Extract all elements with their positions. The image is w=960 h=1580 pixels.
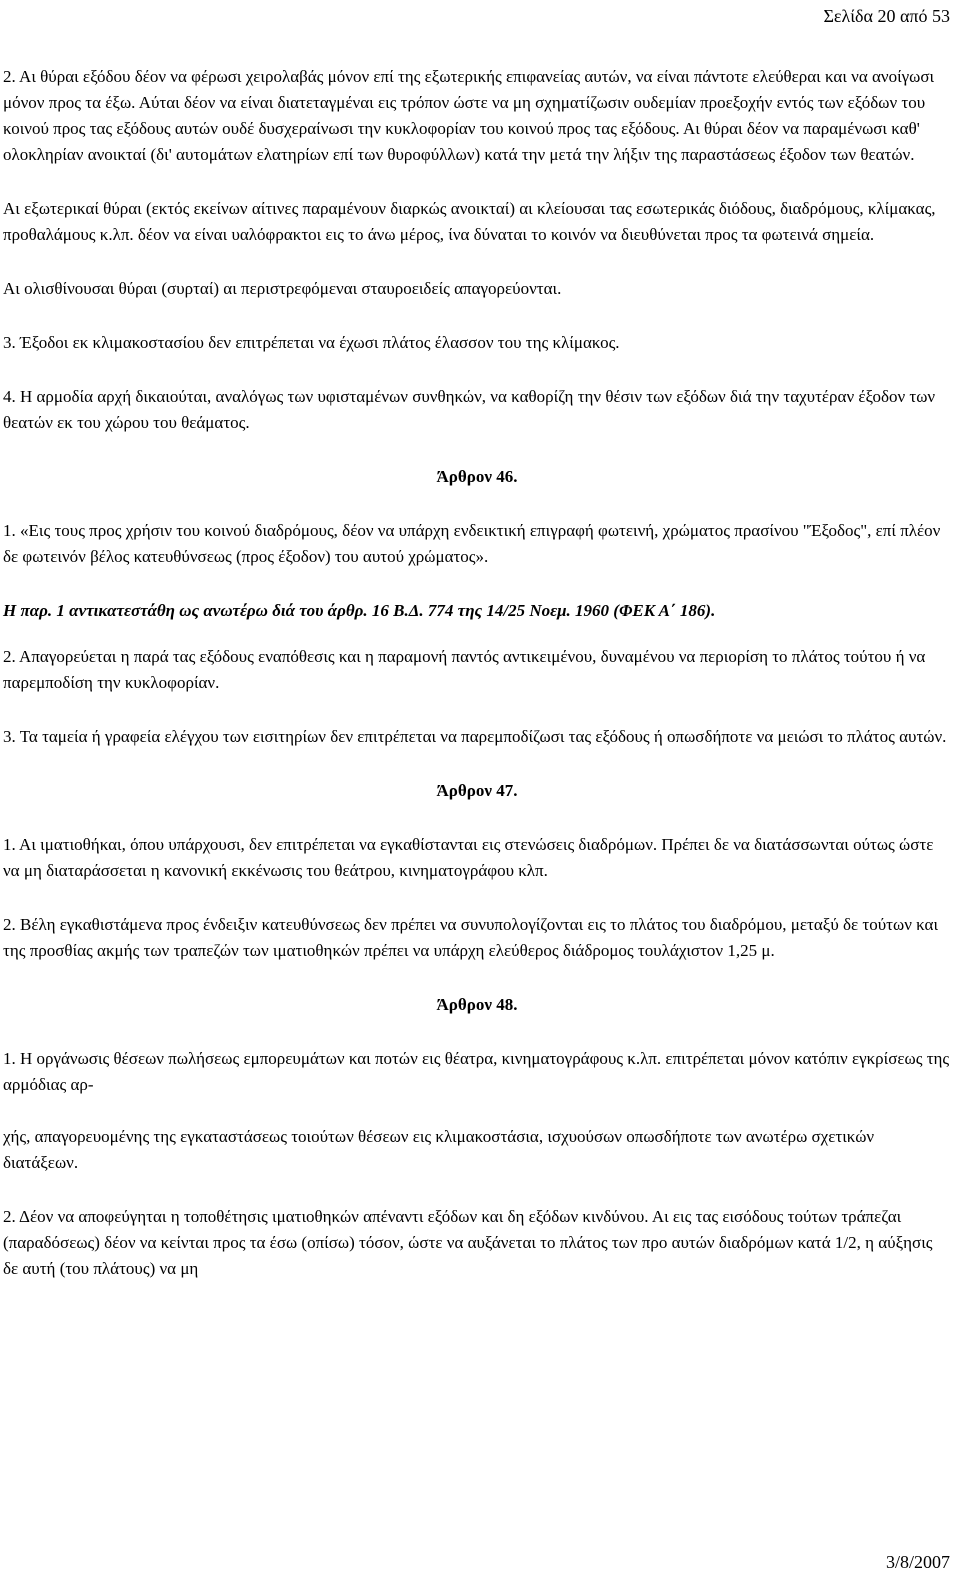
paragraph: 2. Βέλη εγκαθιστάμενα προς ένδειξιν κατευθύνσεως δεν πρέπει να συνυπολογίζονται εις το πλάτος του διαδρόμου, μεταξύ δε τούτων και της προσθίας ακμής των τραπεζών των ιματιοθηκών πρέπει να υπάρχη ελεύθερος διάδρομος τουλάχιστον 1,25 μ. [3, 915, 939, 960]
footer-date: 3/8/2007 [885, 1552, 950, 1572]
paragraph: 2. Απαγορεύεται η παρά τας εξόδους εναπόθεσις και η παραμονή παντός αντικειμένου, δυναμένου να περιορίση το πλάτος τούτου ή να παρεμποδίση την κυκλοφορίαν. [3, 647, 926, 692]
paragraph: 4. Η αρμοδία αρχή δικαιούται, αναλόγως των υφισταμένων συνθηκών, να καθορίζη την θέσιν των εξόδων διά την ταχυτέραν έξοδον των θεατών εκ του χώρου του θεάματος. [3, 387, 936, 432]
page-indicator: Σελίδα 20 από 53 [823, 6, 950, 26]
article-heading-46: Άρθρον 46. [436, 467, 518, 486]
article-heading-48: Άρθρον 48. [436, 995, 518, 1014]
paragraph: 3. Έξοδοι εκ κλιμακοστασίου δεν επιτρέπεται να έχωσι πλάτος έλασσον του της κλίμακος. [3, 333, 620, 352]
paragraph: 3. Τα ταμεία ή γραφεία ελέγχου των εισιτηρίων δεν επιτρέπεται να παρεμποδίζωσι τας εξόδους ή οπωσδήποτε να μειώσι το πλάτος αυτών. [3, 727, 947, 746]
paragraph: Αι εξωτερικαί θύραι (εκτός εκείνων αίτινες παραμένουν διαρκώς ανοικταί) αι κλείουσαι τας εσωτερικάς διόδους, διαδρόμους, κλίμακας, προθαλάμους κ.λπ. δέον να είναι υαλόφρακτοι εις το άνω μέρος, ίνα δύναται το κοινόν να διευθύνεται προς τα φωτεινά σημεία. [3, 199, 936, 244]
paragraph: 1. Αι ιματιοθήκαι, όπου υπάρχουσι, δεν επιτρέπεται να εγκαθίστανται εις στενώσεις διαδρόμων. Πρέπει δε να διατάσσωνται ούτως ώστε να μη διαταράσσεται η κανονική εκκένωσις του θεάτρου, κινηματογράφου κλπ. [3, 835, 934, 880]
paragraph: Αι ολισθίνουσαι θύραι (συρταί) αι περιστρεφόμεναι σταυροειδείς απαγορεύονται. [3, 279, 562, 298]
document-body [3, 64, 951, 1310]
paragraph: 1. Η οργάνωσις θέσεων πωλήσεως εμπορευμάτων και ποτών εις θέατρα, κινηματογράφους κ.λπ. επιτρέπεται μόνον κατόπιν εγκρίσεως της αρμόδιας αρ- [3, 1049, 950, 1094]
article-heading-47: Άρθρον 47. [436, 781, 518, 800]
paragraph: χής, απαγορευομένης της εγκαταστάσεως τοιούτων θέσεων εις κλιμακοστάσια, ισχυούσων οπωσδήποτε των ανωτέρω σχετικών διατάξεων. [3, 1127, 875, 1172]
amendment-note: Η παρ. 1 αντικατεστάθη ως ανωτέρω διά του άρθρ. 16 Β.Δ. 774 της 14/25 Νοεμ. 1960 (ΦΕΚ Α΄ 186). [3, 601, 716, 620]
paragraph: 1. «Εις τους προς χρήσιν του κοινού διαδρόμους, δέον να υπάρχη ενδεικτική επιγραφή φωτεινή, χρώματος πρασίνου "Έξοδος", επί πλέον δε φωτεινόν βέλος κατευθύνσεως (προς έξοδον) του αυτού χρώματος». [3, 521, 941, 566]
paragraph: 2. Δέον να αποφεύγηται η τοποθέτησις ιματιοθηκών απέναντι εξόδων και δη εξόδων κινδύνου. Αι εις τας εισόδους τούτων τράπεζαι (παραδόσεως) δέον να κείνται προς τα έσω (οπίσω) τόσον, ώστε να αυξάνεται το πλάτος των προ αυτών διαδρόμων κατά 1/2, η αύξησις δε αυτή (του πλάτους) να μη [3, 1207, 933, 1278]
paragraph: 2. Αι θύραι εξόδου δέον να φέρωσι χειρολαβάς μόνον επί της εξωτερικής επιφανείας αυτών, να είναι πάντοτε ελεύθεραι και να ανοίγωσι μόνον προς τα έξω. Αύται δέον να είναι διατεταγμέναι εις τρόπον ώστε να μη σχηματίζωσιν ουδεμίαν προεξοχήν εντός των εξόδων του κοινού προς τας εξόδους αυτών ουδέ δυσχεραίνωσι την κυκλοφορίαν του κοινού προς τας εξόδους. Αι θύραι δέον να παραμένωσι καθ' ολοκληρίαν ανοικταί (δι' αυτομάτων ελατηρίων επί των θυροφύλλων) κατά την μετά την λήξιν της παραστάσεως έξοδον των θεατών. [3, 67, 935, 164]
